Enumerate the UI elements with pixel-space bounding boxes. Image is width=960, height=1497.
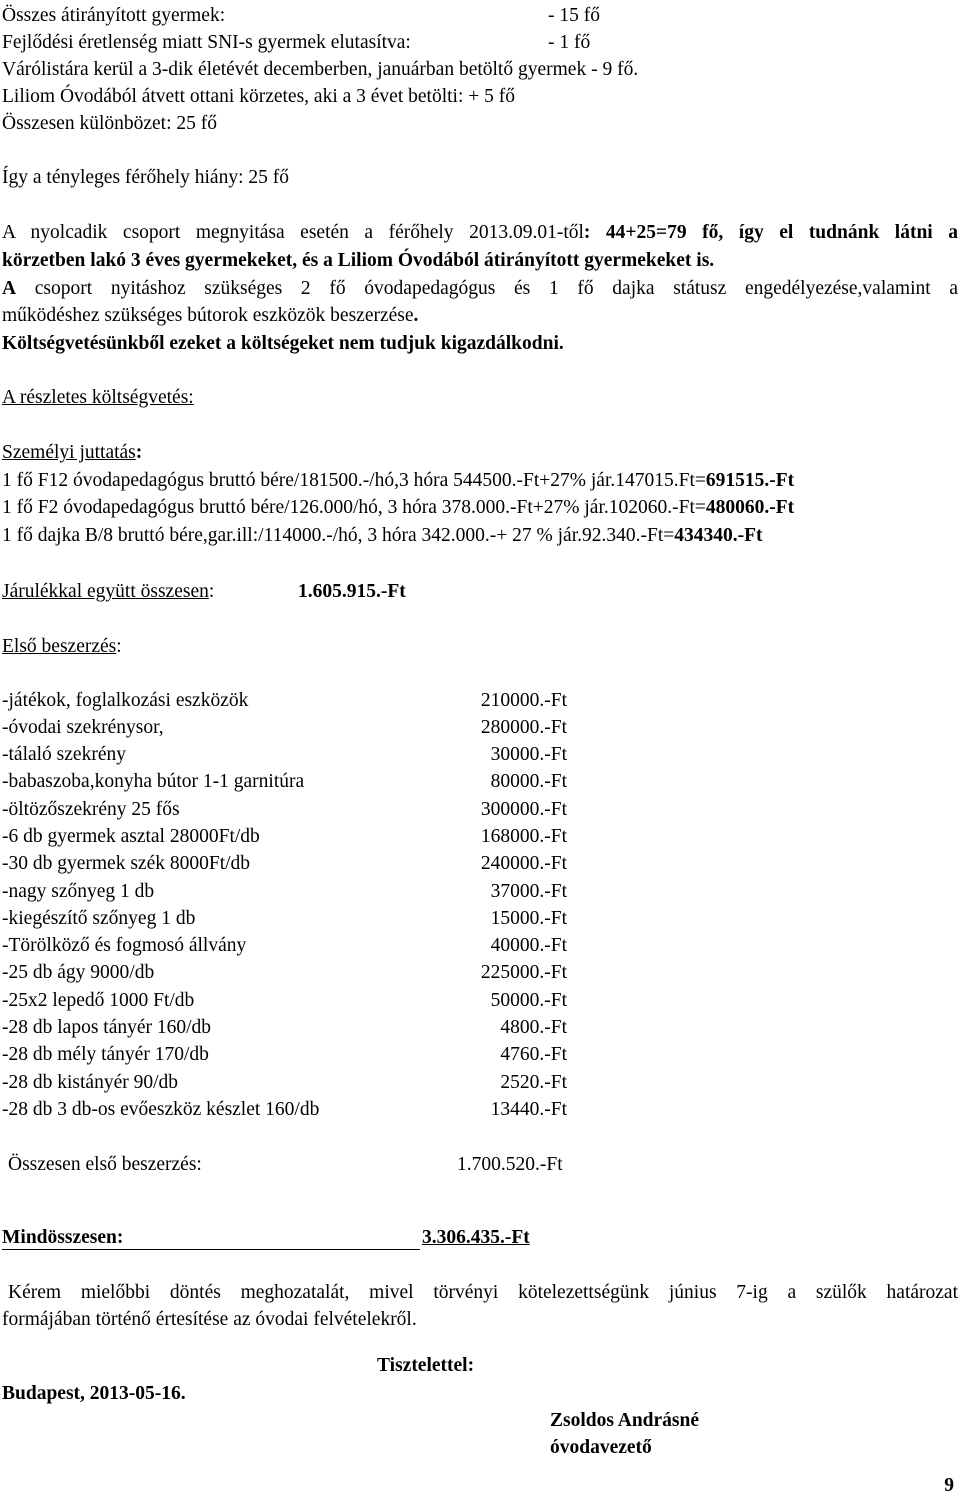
salary-total: 480060.-Ft — [705, 497, 795, 518]
summary-line-3: Várólistára kerül a 3-dik életévét decemberben, januárban betöltő gyermek - 9 fő. — [2, 59, 639, 80]
list-item — [2, 1018, 211, 1038]
personal-heading-text: Személyi juttatás — [2, 442, 136, 463]
paragraph-text: működéshez szükséges bútorok eszközök beszerzése — [2, 305, 414, 326]
paragraph-bold-text: . — [413, 305, 419, 326]
salary-total: 434340.-Ft — [674, 525, 763, 546]
personal-heading-colon: : — [135, 442, 143, 463]
list-item — [2, 963, 154, 983]
item-name: -nagy szőnyeg 1 db — [2, 881, 155, 902]
paragraph-3: Költségvetésünkből ezeket a költségeket nem tudjuk kigazdálkodni. — [2, 333, 564, 354]
list-item — [2, 1073, 178, 1093]
summary-value: - 1 fő — [548, 32, 591, 53]
first-purchase-total-label: Összesen első beszerzés: — [8, 1154, 202, 1175]
paragraph-1-line-2: körzetben lakó 3 éves gyermekeket, és a Liliom Óvodából átirányított gyermekeket is. — [2, 250, 715, 271]
regards: Tisztelettel: — [377, 1355, 475, 1376]
first-purchase-heading — [2, 637, 122, 657]
request-line-2: formájában történő értesítése az óvodai felvételekről. — [2, 1309, 417, 1330]
item-price: 37000.-Ft — [490, 881, 567, 902]
item-price: 30000.-Ft — [490, 744, 567, 765]
personal-heading — [2, 443, 142, 463]
item-name: -28 db kistányér 90/db — [2, 1072, 179, 1093]
summary-line-1 — [2, 5, 600, 26]
summary-line-2 — [2, 32, 591, 53]
salary-row-3 — [2, 526, 763, 546]
paragraph-text: A nyolcadik csoport megnyitása esetén a férőhely 2013.09.01-től — [2, 222, 584, 243]
list-item — [2, 691, 248, 711]
list-item — [2, 1100, 319, 1120]
list-item — [2, 991, 194, 1011]
item-name: -30 db gyermek szék 8000Ft/db — [2, 853, 251, 874]
signer-title: óvodavezető — [550, 1437, 652, 1458]
first-purchase-heading-colon: : — [116, 636, 122, 657]
item-price: 80000.-Ft — [490, 771, 567, 792]
grand-total-label: Mindösszesen: — [2, 1227, 124, 1248]
contribution-label: Járulékkal együtt összesen — [2, 581, 209, 602]
item-price: 13440.-Ft — [490, 1099, 567, 1120]
list-item — [2, 1045, 209, 1065]
first-purchase-total-value: 1.700.520.-Ft — [457, 1154, 563, 1175]
summary-label: Összes átirányított gyermek: — [2, 5, 226, 26]
list-item — [2, 882, 154, 902]
list-item — [2, 800, 180, 820]
item-name: -25 db ágy 9000/db — [2, 962, 155, 983]
budget-heading: A részletes költségvetés: — [2, 387, 194, 408]
summary-value: - 15 fő — [548, 5, 600, 26]
item-name: -babaszoba,konyha bútor 1-1 garnitúra — [2, 771, 305, 792]
salary-text: 1 fő F12 óvodapedagógus bruttó bére/181500.-/hó,3 hóra 544500.-Ft+27% jár.147015.Ft= — [2, 470, 706, 491]
item-name: -28 db 3 db-os evőeszköz készlet 160/db — [2, 1099, 320, 1120]
list-item — [2, 745, 126, 765]
item-name: -6 db gyermek asztal 28000Ft/db — [2, 826, 260, 847]
item-name: -28 db lapos tányér 160/db — [2, 1017, 212, 1038]
list-item — [2, 827, 260, 847]
contribution-colon: : — [208, 581, 215, 602]
first-purchase-heading-text: Első beszerzés — [2, 636, 117, 657]
salary-row-1 — [2, 471, 794, 491]
salary-total: 691515.-Ft — [705, 470, 795, 491]
summary-label: Fejlődési éretlenség miatt SNI-s gyermek elutasítva: — [2, 32, 411, 53]
item-name: -28 db mély tányér 170/db — [2, 1044, 209, 1065]
salary-text: 1 fő F2 óvodapedagógus bruttó bére/126.000/hó, 3 hóra 378.000.-Ft+27% jár.102060.-Ft= — [2, 497, 706, 518]
item-name: -óvodai szekrénysor, — [2, 717, 164, 738]
item-price: 210000.-Ft — [480, 690, 567, 711]
contribution-total — [2, 581, 406, 602]
page-number: 9 — [944, 1475, 954, 1496]
item-price: 168000.-Ft — [480, 826, 567, 847]
list-item — [2, 936, 246, 956]
paragraph-1-line-1 — [2, 223, 958, 243]
item-name: -öltözőszekrény 25 fős — [2, 799, 180, 820]
list-item — [2, 718, 164, 738]
salary-text: 1 fő dajka B/8 bruttó bére,gar.ill:/114000.-/hó, 3 hóra 342.000.-+ 27 % jár.92.340.-Ft= — [2, 525, 675, 546]
summary-line-5: Összesen különbözet: 25 fő — [2, 113, 217, 134]
paragraph-bold-text: A — [2, 278, 17, 299]
list-item — [2, 772, 304, 792]
paragraph-text: csoport nyitáshoz szükséges 2 fő óvodapedagógus és 1 fő dajka státusz engedélyezése,valamint a — [16, 278, 958, 299]
request-line-1 — [8, 1283, 958, 1303]
summary-line-4: Liliom Óvodából átvett ottani körzetes, aki a 3 évet betölti: + 5 fő — [2, 86, 515, 107]
item-price: 280000.-Ft — [480, 717, 567, 738]
item-price: 2520.-Ft — [500, 1072, 567, 1093]
paragraph-2-line-2 — [2, 306, 418, 326]
item-price: 40000.-Ft — [490, 935, 567, 956]
item-price: 300000.-Ft — [480, 799, 567, 820]
paragraph-bold-text: : 44+25=79 fő, így el tudnánk látni a — [583, 222, 958, 243]
summary-line-6: Így a tényleges férőhely hiány: 25 fő — [2, 167, 289, 188]
item-name: -kiegészítő szőnyeg 1 db — [2, 908, 196, 929]
item-price: 4760.-Ft — [500, 1044, 567, 1065]
request-text: Kérem mielőbbi döntés meghozatalát, mivel törvényi kötelezettségünk június 7-ig a szülők határozat — [8, 1282, 958, 1303]
salary-row-2 — [2, 498, 794, 518]
item-name: -Törölköző és fogmosó állvány — [2, 935, 247, 956]
grand-total-value: 3.306.435.-Ft — [422, 1227, 530, 1248]
list-item — [2, 854, 250, 874]
item-name: -tálaló szekrény — [2, 744, 126, 765]
item-price: 15000.-Ft — [490, 908, 567, 929]
list-item — [2, 909, 195, 929]
item-price: 225000.-Ft — [480, 962, 567, 983]
item-price: 240000.-Ft — [480, 853, 567, 874]
item-price: 4800.-Ft — [500, 1017, 567, 1038]
item-name: -játékok, foglalkozási eszközök — [2, 690, 249, 711]
grand-total-line — [2, 1227, 530, 1250]
contribution-value: 1.605.915.-Ft — [298, 581, 406, 602]
paragraph-2-line-1 — [2, 279, 958, 299]
item-name: -25x2 lepedő 1000 Ft/db — [2, 990, 195, 1011]
place-date: Budapest, 2013-05-16. — [2, 1383, 186, 1404]
item-price: 50000.-Ft — [490, 990, 567, 1011]
signer-name: Zsoldos Andrásné — [550, 1410, 700, 1431]
